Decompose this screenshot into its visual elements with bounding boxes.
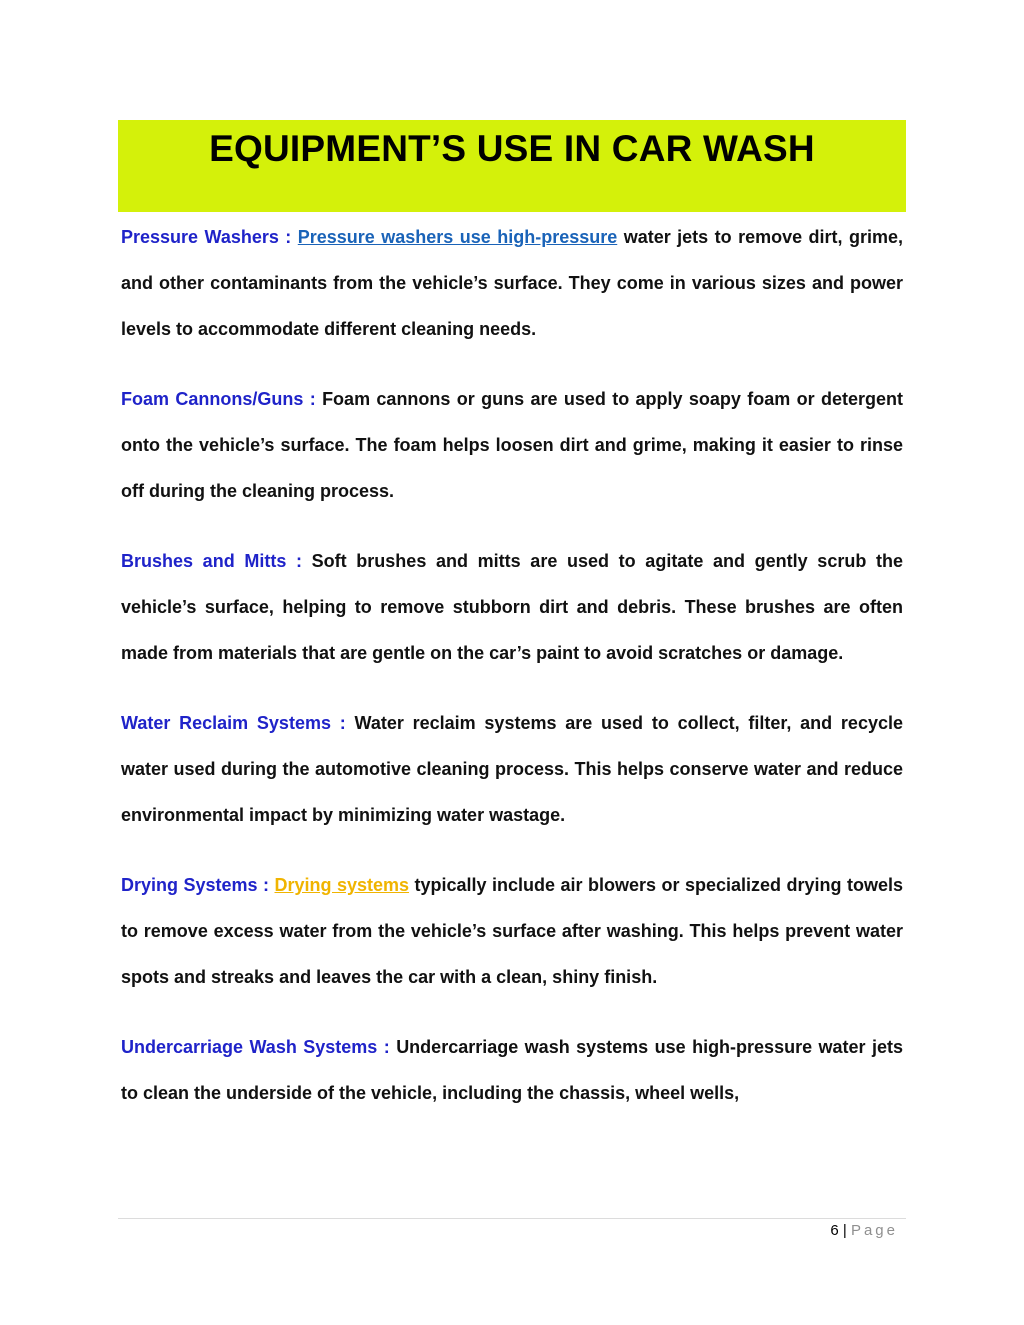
section-text: Soft brushes and mitts are used to agitate and gently scrub the vehicle’s surface, helping to remove stubborn dirt and debris. These brushes are often made from materials that are gentle on the car’s paint to avoid scratches or damage. — [121, 551, 903, 663]
pressure-washers-link[interactable]: Pressure washers use high-pressure — [297, 227, 618, 247]
page-number: 6 — [830, 1222, 839, 1239]
section-foam-cannons — [121, 376, 903, 514]
footer-divider — [118, 1218, 906, 1219]
section-pressure-washers — [121, 214, 903, 352]
section-water-reclaim — [121, 700, 903, 838]
section-term: Pressure Washers : — [121, 227, 298, 247]
page-word: Page — [850, 1222, 898, 1239]
section-term: Water Reclaim Systems : — [121, 713, 355, 733]
section-text: water jets to remove dirt, grime, and other contaminants from the vehicle’s surface. They come in various sizes and power levels to accommodate different cleaning needs. — [121, 227, 904, 339]
page-footer — [830, 1222, 898, 1239]
section-term: Undercarriage Wash Systems : — [121, 1037, 397, 1057]
section-undercarriage — [121, 1024, 903, 1116]
section-term: Brushes and Mitts : — [121, 551, 312, 571]
section-text: Water reclaim systems are used to collect, filter, and recycle water used during the automotive cleaning process. This helps conserve water and reduce environmental impact by minimizing water wastage. — [121, 713, 903, 825]
section-brushes-mitts — [121, 538, 903, 676]
drying-systems-link[interactable]: Drying systems — [274, 875, 410, 895]
document-body — [121, 214, 903, 1140]
section-text: Foam cannons or guns are used to apply soapy foam or detergent onto the vehicle’s surface. The foam helps loosen dirt and grime, making it easier to rinse off during the cleaning process. — [121, 389, 903, 501]
section-term: Drying Systems : — [121, 875, 275, 895]
section-text: typically include air blowers or specialized drying towels to remove excess water from the vehicle’s surface after washing. This helps prevent water spots and streaks and leaves the car with a clean, shiny finish. — [121, 875, 903, 987]
page-title: EQUIPMENT’S USE IN CAR WASH — [209, 128, 815, 169]
section-text: Undercarriage wash systems use high-pressure water jets to clean the underside of the vehicle, including the chassis, wheel wells, — [121, 1037, 904, 1103]
page-separator: | — [838, 1222, 851, 1239]
section-term: Foam Cannons/Guns : — [121, 389, 323, 409]
title-band — [118, 120, 906, 212]
section-drying-systems — [121, 862, 903, 1000]
